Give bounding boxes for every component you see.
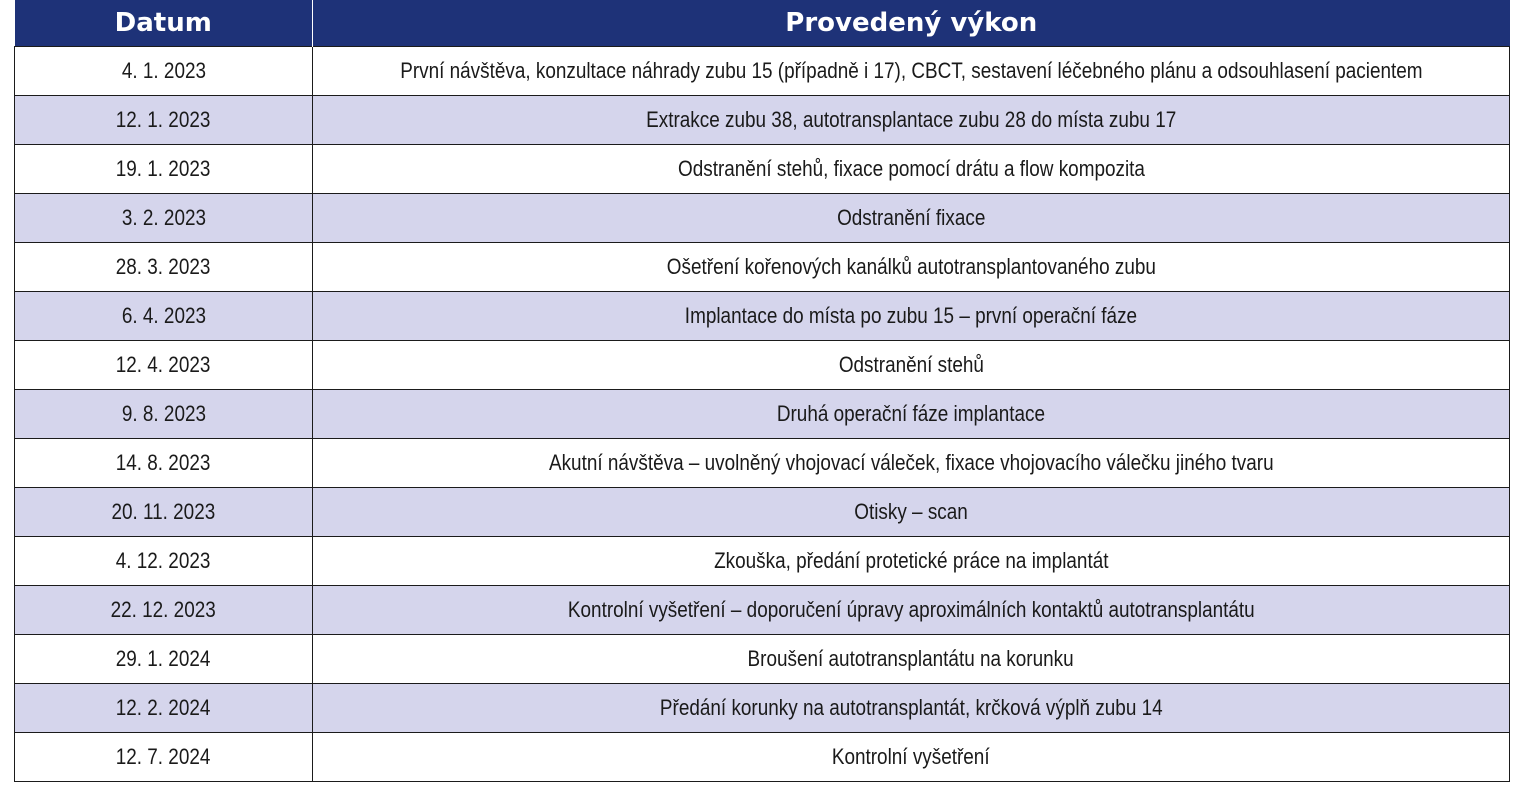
table-header-row: [15, 0, 1510, 47]
cell-date: [15, 537, 313, 586]
cell-date: [15, 733, 313, 782]
table-row: [15, 243, 1510, 292]
procedure-text: Odstranění stehů, fixace pomocí drátu a flow kompozita: [677, 156, 1145, 181]
date-text: 29. 1. 2024: [116, 646, 211, 671]
table-row: [15, 537, 1510, 586]
date-text: 4. 12. 2023: [116, 548, 211, 573]
cell-procedure: [313, 243, 1510, 292]
cell-procedure: [313, 341, 1510, 390]
procedure-text: Kontrolní vyšetření – doporučení úpravy aproximálních kontaktů autotransplantátu: [567, 597, 1255, 622]
date-text: 4. 1. 2023: [121, 58, 206, 83]
cell-procedure: [313, 537, 1510, 586]
cell-date: [15, 439, 313, 488]
procedure-text: Předání korunky na autotransplantát, krčková výplň zubu 14: [659, 695, 1163, 720]
date-text: 12. 1. 2023: [116, 107, 211, 132]
treatment-table-container: [14, 0, 1509, 782]
date-text: 3. 2. 2023: [121, 205, 206, 230]
table-row: [15, 635, 1510, 684]
cell-procedure: [313, 47, 1510, 96]
date-text: 22. 12. 2023: [110, 597, 217, 622]
cell-date: [15, 635, 313, 684]
cell-date: [15, 390, 313, 439]
procedure-text: Zkouška, předání protetické práce na implantát: [713, 548, 1109, 573]
cell-procedure: [313, 96, 1510, 145]
procedure-text: Ošetření kořenových kanálků autotransplantovaného zubu: [666, 254, 1156, 279]
date-text: 20. 11. 2023: [111, 499, 216, 524]
date-text: 6. 4. 2023: [121, 303, 206, 328]
cell-procedure: [313, 635, 1510, 684]
cell-date: [15, 684, 313, 733]
procedure-text: Druhá operační fáze implantace: [776, 401, 1046, 426]
table-row: [15, 439, 1510, 488]
header-procedure: Provedený výkon: [313, 0, 1510, 47]
cell-procedure: [313, 390, 1510, 439]
table-row: [15, 47, 1510, 96]
date-text: 12. 4. 2023: [116, 352, 211, 377]
cell-procedure: [313, 733, 1510, 782]
cell-procedure: [313, 439, 1510, 488]
cell-date: [15, 488, 313, 537]
date-text: 12. 2. 2024: [116, 695, 211, 720]
procedure-text: Implantace do místa po zubu 15 – první operační fáze: [684, 303, 1138, 328]
table-row: [15, 145, 1510, 194]
table-row: [15, 390, 1510, 439]
cell-procedure: [313, 145, 1510, 194]
procedure-text: Kontrolní vyšetření: [832, 744, 990, 769]
procedure-text: První návštěva, konzultace náhrady zubu 15 (případně i 17), CBCT, sestavení léčebného plánu a odsouhlasení pacientem: [399, 58, 1423, 83]
procedure-text: Extrakce zubu 38, autotransplantace zubu 28 do místa zubu 17: [645, 107, 1177, 132]
cell-date: [15, 292, 313, 341]
cell-procedure: [313, 488, 1510, 537]
table-row: [15, 733, 1510, 782]
procedure-text: Broušení autotransplantátu na korunku: [747, 646, 1075, 671]
cell-date: [15, 341, 313, 390]
header-date: Datum: [15, 0, 313, 47]
date-text: 28. 3. 2023: [116, 254, 211, 279]
table-row: [15, 292, 1510, 341]
table-row: [15, 96, 1510, 145]
cell-date: [15, 145, 313, 194]
procedure-text: Odstranění fixace: [836, 205, 986, 230]
table-row: [15, 488, 1510, 537]
cell-procedure: [313, 292, 1510, 341]
date-text: 12. 7. 2024: [116, 744, 211, 769]
procedure-text: Odstranění stehů: [838, 352, 984, 377]
cell-procedure: [313, 194, 1510, 243]
date-text: 9. 8. 2023: [121, 401, 206, 426]
procedure-text: Otisky – scan: [854, 499, 968, 524]
cell-date: [15, 96, 313, 145]
cell-date: [15, 586, 313, 635]
cell-date: [15, 194, 313, 243]
cell-date: [15, 47, 313, 96]
table-row: [15, 586, 1510, 635]
cell-date: [15, 243, 313, 292]
date-text: 14. 8. 2023: [116, 450, 211, 475]
treatment-table: [14, 0, 1510, 782]
table-body: [15, 47, 1510, 782]
cell-procedure: [313, 684, 1510, 733]
date-text: 19. 1. 2023: [116, 156, 211, 181]
table-row: [15, 341, 1510, 390]
table-row: [15, 194, 1510, 243]
table-row: [15, 684, 1510, 733]
cell-procedure: [313, 586, 1510, 635]
procedure-text: Akutní návštěva – uvolněný vhojovací váleček, fixace vhojovacího válečku jiného tvaru: [548, 450, 1274, 475]
